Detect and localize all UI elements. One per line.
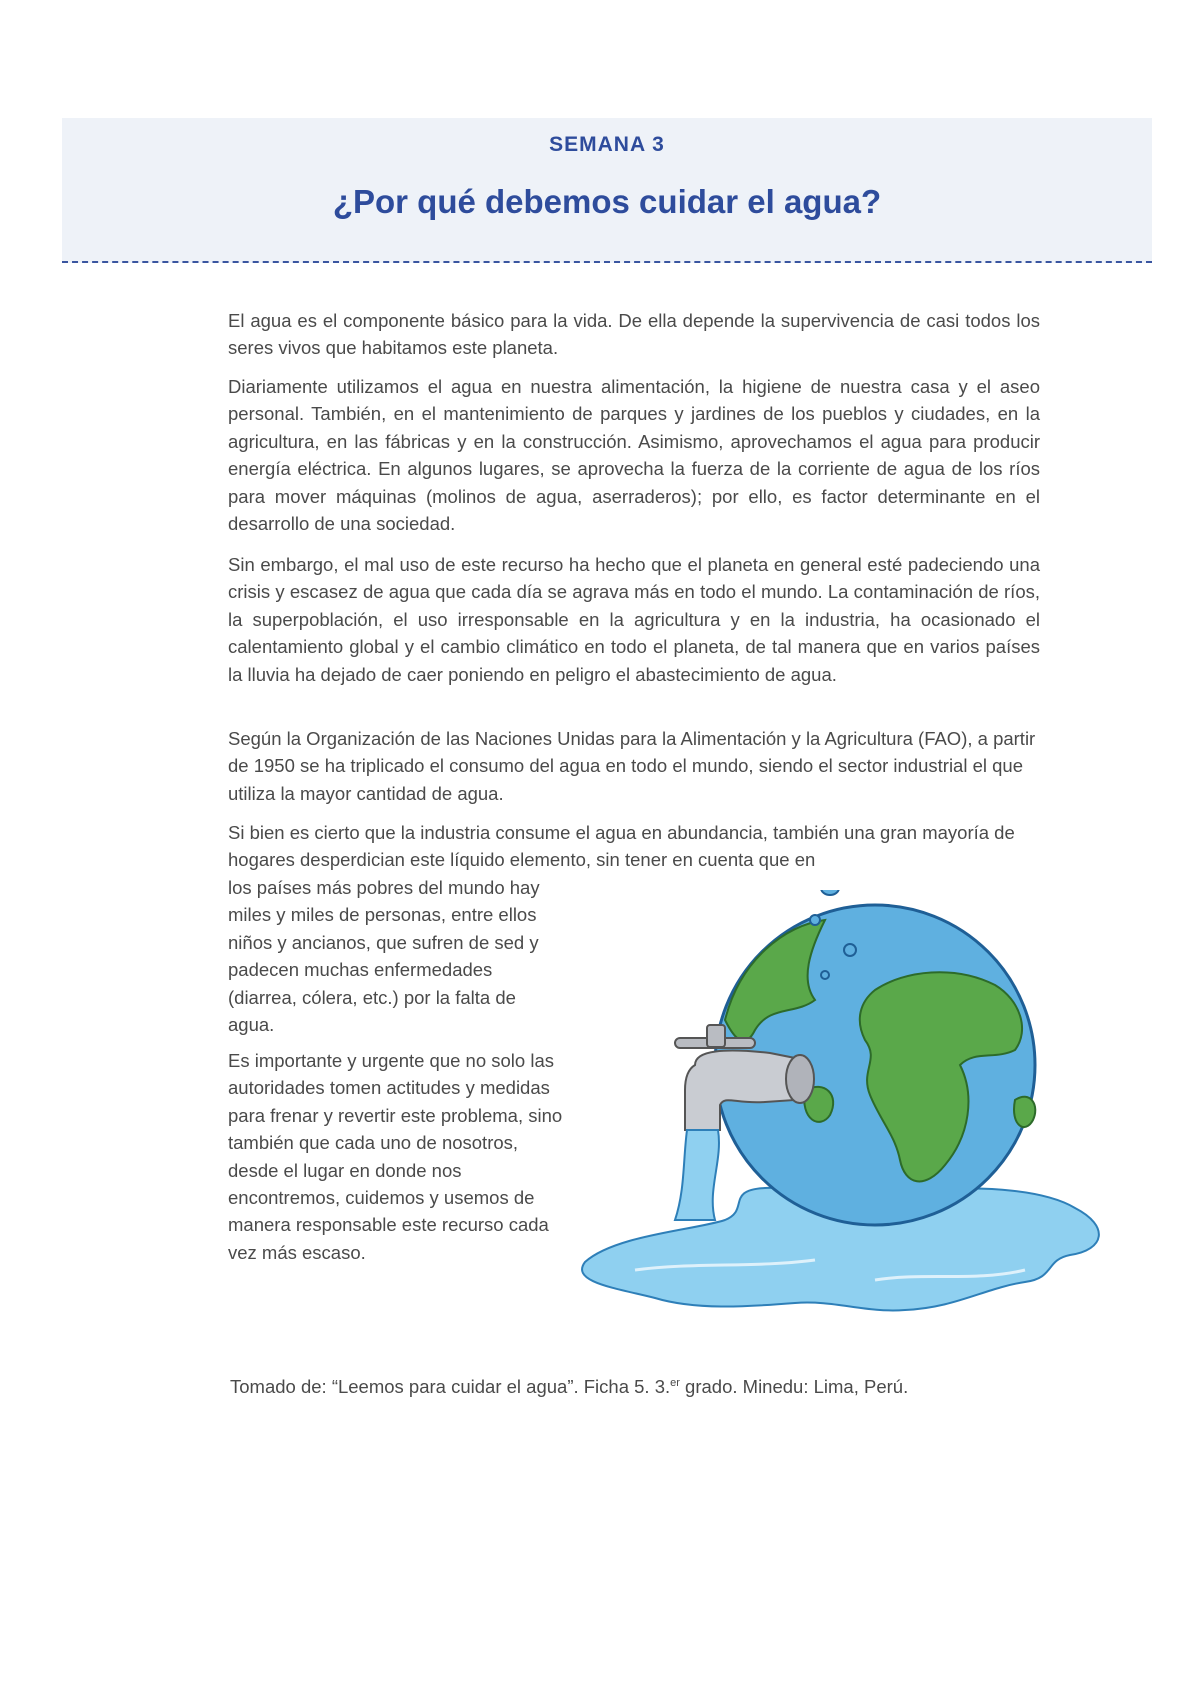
water-stream-icon <box>675 1130 719 1220</box>
header-band <box>62 118 1152 263</box>
week-label: SEMANA 3 <box>549 133 665 156</box>
paragraph-households-continued: los países más pobres del mundo hay miles y miles de personas, entre ellos niños y ancianos, que sufren de sed y padecen muchas enfermedades (diarrea, cólera, etc.) por la falta de agua. <box>228 877 540 1036</box>
source-prefix: Tomado de: “Leemos para cuidar el agua”. Ficha 5. 3. <box>230 1376 671 1397</box>
source-citation <box>230 1376 908 1398</box>
paragraph-intro: El agua es el componente básico para la vida. De ella depende la supervivencia de casi todos los seres vivos que habitamos este planeta. <box>228 310 1040 359</box>
source-superscript: er <box>670 1376 680 1389</box>
paragraph-households: Si bien es cierto que la industria consume el agua en abundancia, también una gran mayoría de hogares desperdician este líquido elemento, sin tener en cuenta que en <box>228 822 1015 871</box>
earth-faucet-icon <box>575 890 1125 1345</box>
source-suffix: grado. Minedu: Lima, Perú. <box>679 1376 909 1397</box>
paragraph-fao: Según la Organización de las Naciones Unidas para la Alimentación y la Agricultura (FAO), a partir de 1950 se ha triplicado el consumo del agua en todo el mundo, siendo el sector industrial el que utiliza la mayor cantidad de agua. <box>228 728 1036 804</box>
paragraph-crisis: Sin embargo, el mal uso de este recurso ha hecho que el planeta en general esté padeciendo una crisis y escasez de agua que cada día se agrava más en todo el mundo. La contaminación de ríos, la superpoblación, el uso irresponsable en la agricultura y en la industria, ha ocasionado el calentamiento global y el cambio climático en todo el planeta, de tal manera que en varios países la lluvia ha dejado de caer poniendo en peligro el abastecimiento de agua. <box>228 554 1040 685</box>
paragraph-daily-use: Diariamente utilizamos el agua en nuestra alimentación, la higiene de nuestra casa y el aseo personal. También, en el mantenimiento de parques y jardines de los pueblos y ciudades, en la agricultura, en las fábricas y en la construcción. Asimismo, aprovechamos el agua para producir energía eléctrica. En algunos lugares, se aprovecha la fuerza de la corriente de agua de los ríos para mover máquinas (molinos de agua, aserraderos); por ello, es factor determinante en el desarrollo de una sociedad. <box>228 376 1040 535</box>
page-title: ¿Por qué debemos cuidar el agua? <box>332 183 882 220</box>
paragraph-call-to-action: Es importante y urgente que no solo las autoridades tomen actitudes y medidas para frenar y revertir este problema, sino también que cada uno de nosotros, desde el lugar en donde nos encontremos, cuidemos y usemos de manera responsable este recurso cada vez más escaso. <box>228 1050 563 1263</box>
